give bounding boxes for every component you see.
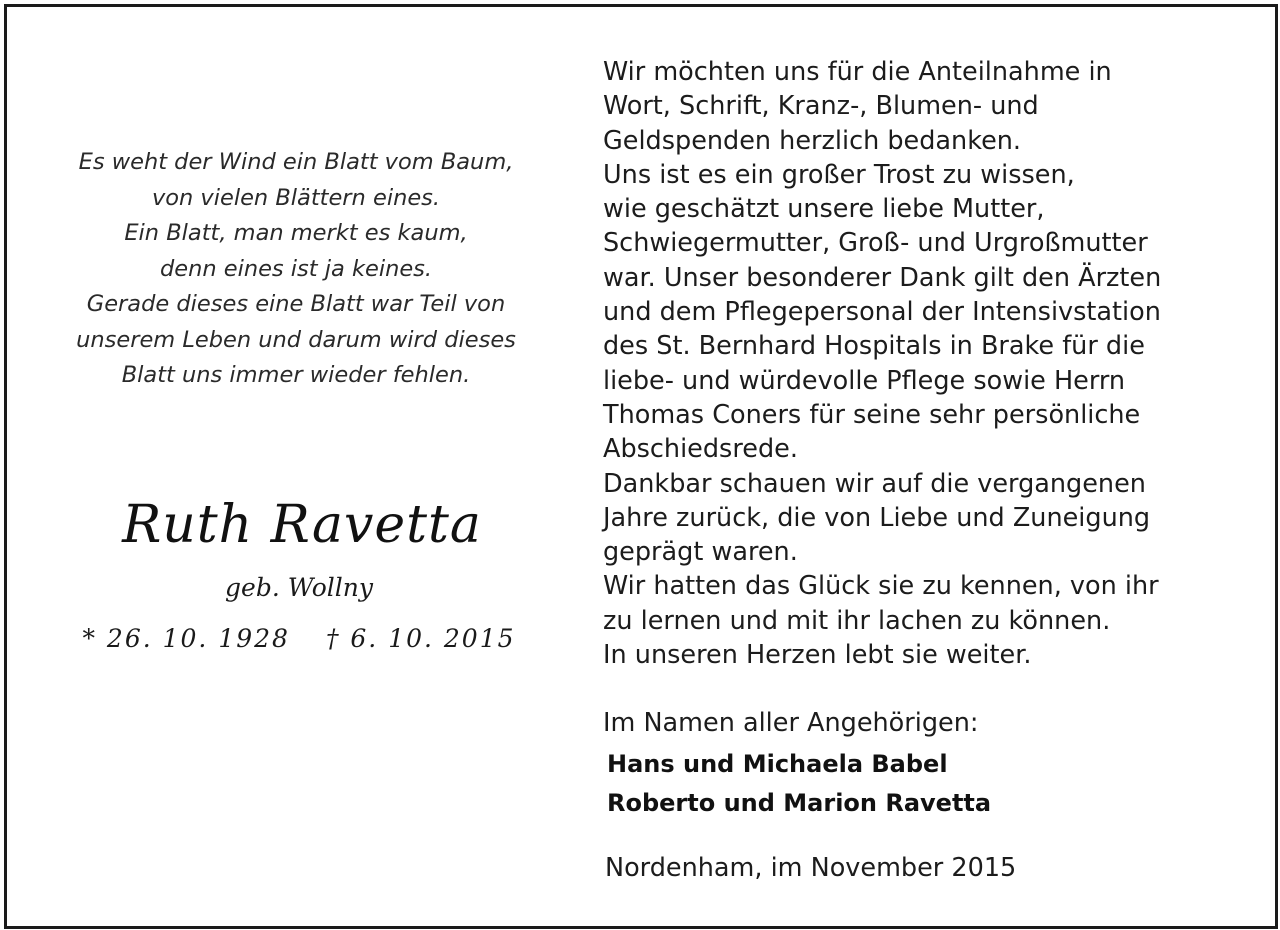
- poem-line: denn eines ist ja keines.: [159, 255, 433, 282]
- message-line: Geldspenden herzlich bedanken.: [603, 125, 1022, 156]
- poem-line: Es weht der Wind ein Blatt vom Baum,: [78, 149, 514, 175]
- poem-line: Gerade dieses eine Blatt war Teil von: [86, 291, 506, 317]
- thank-you-message: [603, 55, 1268, 672]
- signer-name: Hans und Michaela Babel: [607, 750, 948, 778]
- message-line: Dankbar schauen wir auf die vergangenen: [603, 468, 1146, 499]
- poem-line: unserem Leben und darum wird dieses: [76, 326, 516, 353]
- message-line: war. Unser besonderer Dank gilt den Ärzten: [603, 262, 1162, 293]
- poem-line: von vielen Blättern eines.: [151, 184, 441, 211]
- closing-intro: Im Namen aller Angehörigen:: [603, 708, 979, 738]
- message-line: Jahre zurück, die von Liebe und Zuneigung: [603, 502, 1151, 533]
- death-date: † 6. 10. 2015: [325, 624, 516, 653]
- deceased-name: Ruth Ravetta: [122, 495, 482, 555]
- poem: [15, 145, 577, 394]
- signers: [607, 745, 991, 823]
- message-line: Wort, Schrift, Kranz-, Blumen- und: [603, 91, 1039, 122]
- message-line: wie geschätzt unsere liebe Mutter,: [603, 194, 1045, 225]
- message-line: geprägt waren.: [603, 537, 798, 568]
- message-line: Abschiedsrede.: [603, 434, 798, 465]
- poem-line: Ein Blatt, man merkt es kaum,: [124, 220, 468, 246]
- message-line: Wir hatten das Glück sie zu kennen, von ihr: [603, 571, 1159, 602]
- message-line: und dem Pflegepersonal der Intensivstation: [603, 297, 1161, 328]
- poem-line: Blatt uns immer wieder fehlen.: [121, 362, 471, 388]
- signer-name: Roberto und Marion Ravetta: [607, 789, 992, 817]
- message-line: Uns ist es ein großer Trost zu wissen,: [603, 159, 1075, 190]
- life-dates: [7, 621, 591, 657]
- message-line: Schwiegermutter, Groß- und Urgroßmutter: [603, 228, 1148, 259]
- message-line: des St. Bernhard Hospitals in Brake für die: [603, 331, 1145, 362]
- message-line: zu lernen und mit ihr lachen zu können.: [603, 605, 1111, 636]
- obituary-card: [4, 4, 1278, 929]
- left-column: [7, 7, 585, 926]
- place-and-date: Nordenham, im November 2015: [605, 853, 1017, 883]
- message-line: Wir möchten uns für die Anteilnahme in: [603, 57, 1112, 87]
- maiden-name: geb. Wollny: [225, 573, 373, 602]
- message-line: Thomas Coners für seine sehr persönliche: [603, 399, 1141, 430]
- message-line: liebe- und würdevolle Pflege sowie Herrn: [603, 365, 1126, 396]
- message-line: In unseren Herzen lebt sie weiter.: [603, 640, 1032, 671]
- birth-date: * 26. 10. 1928: [82, 624, 290, 653]
